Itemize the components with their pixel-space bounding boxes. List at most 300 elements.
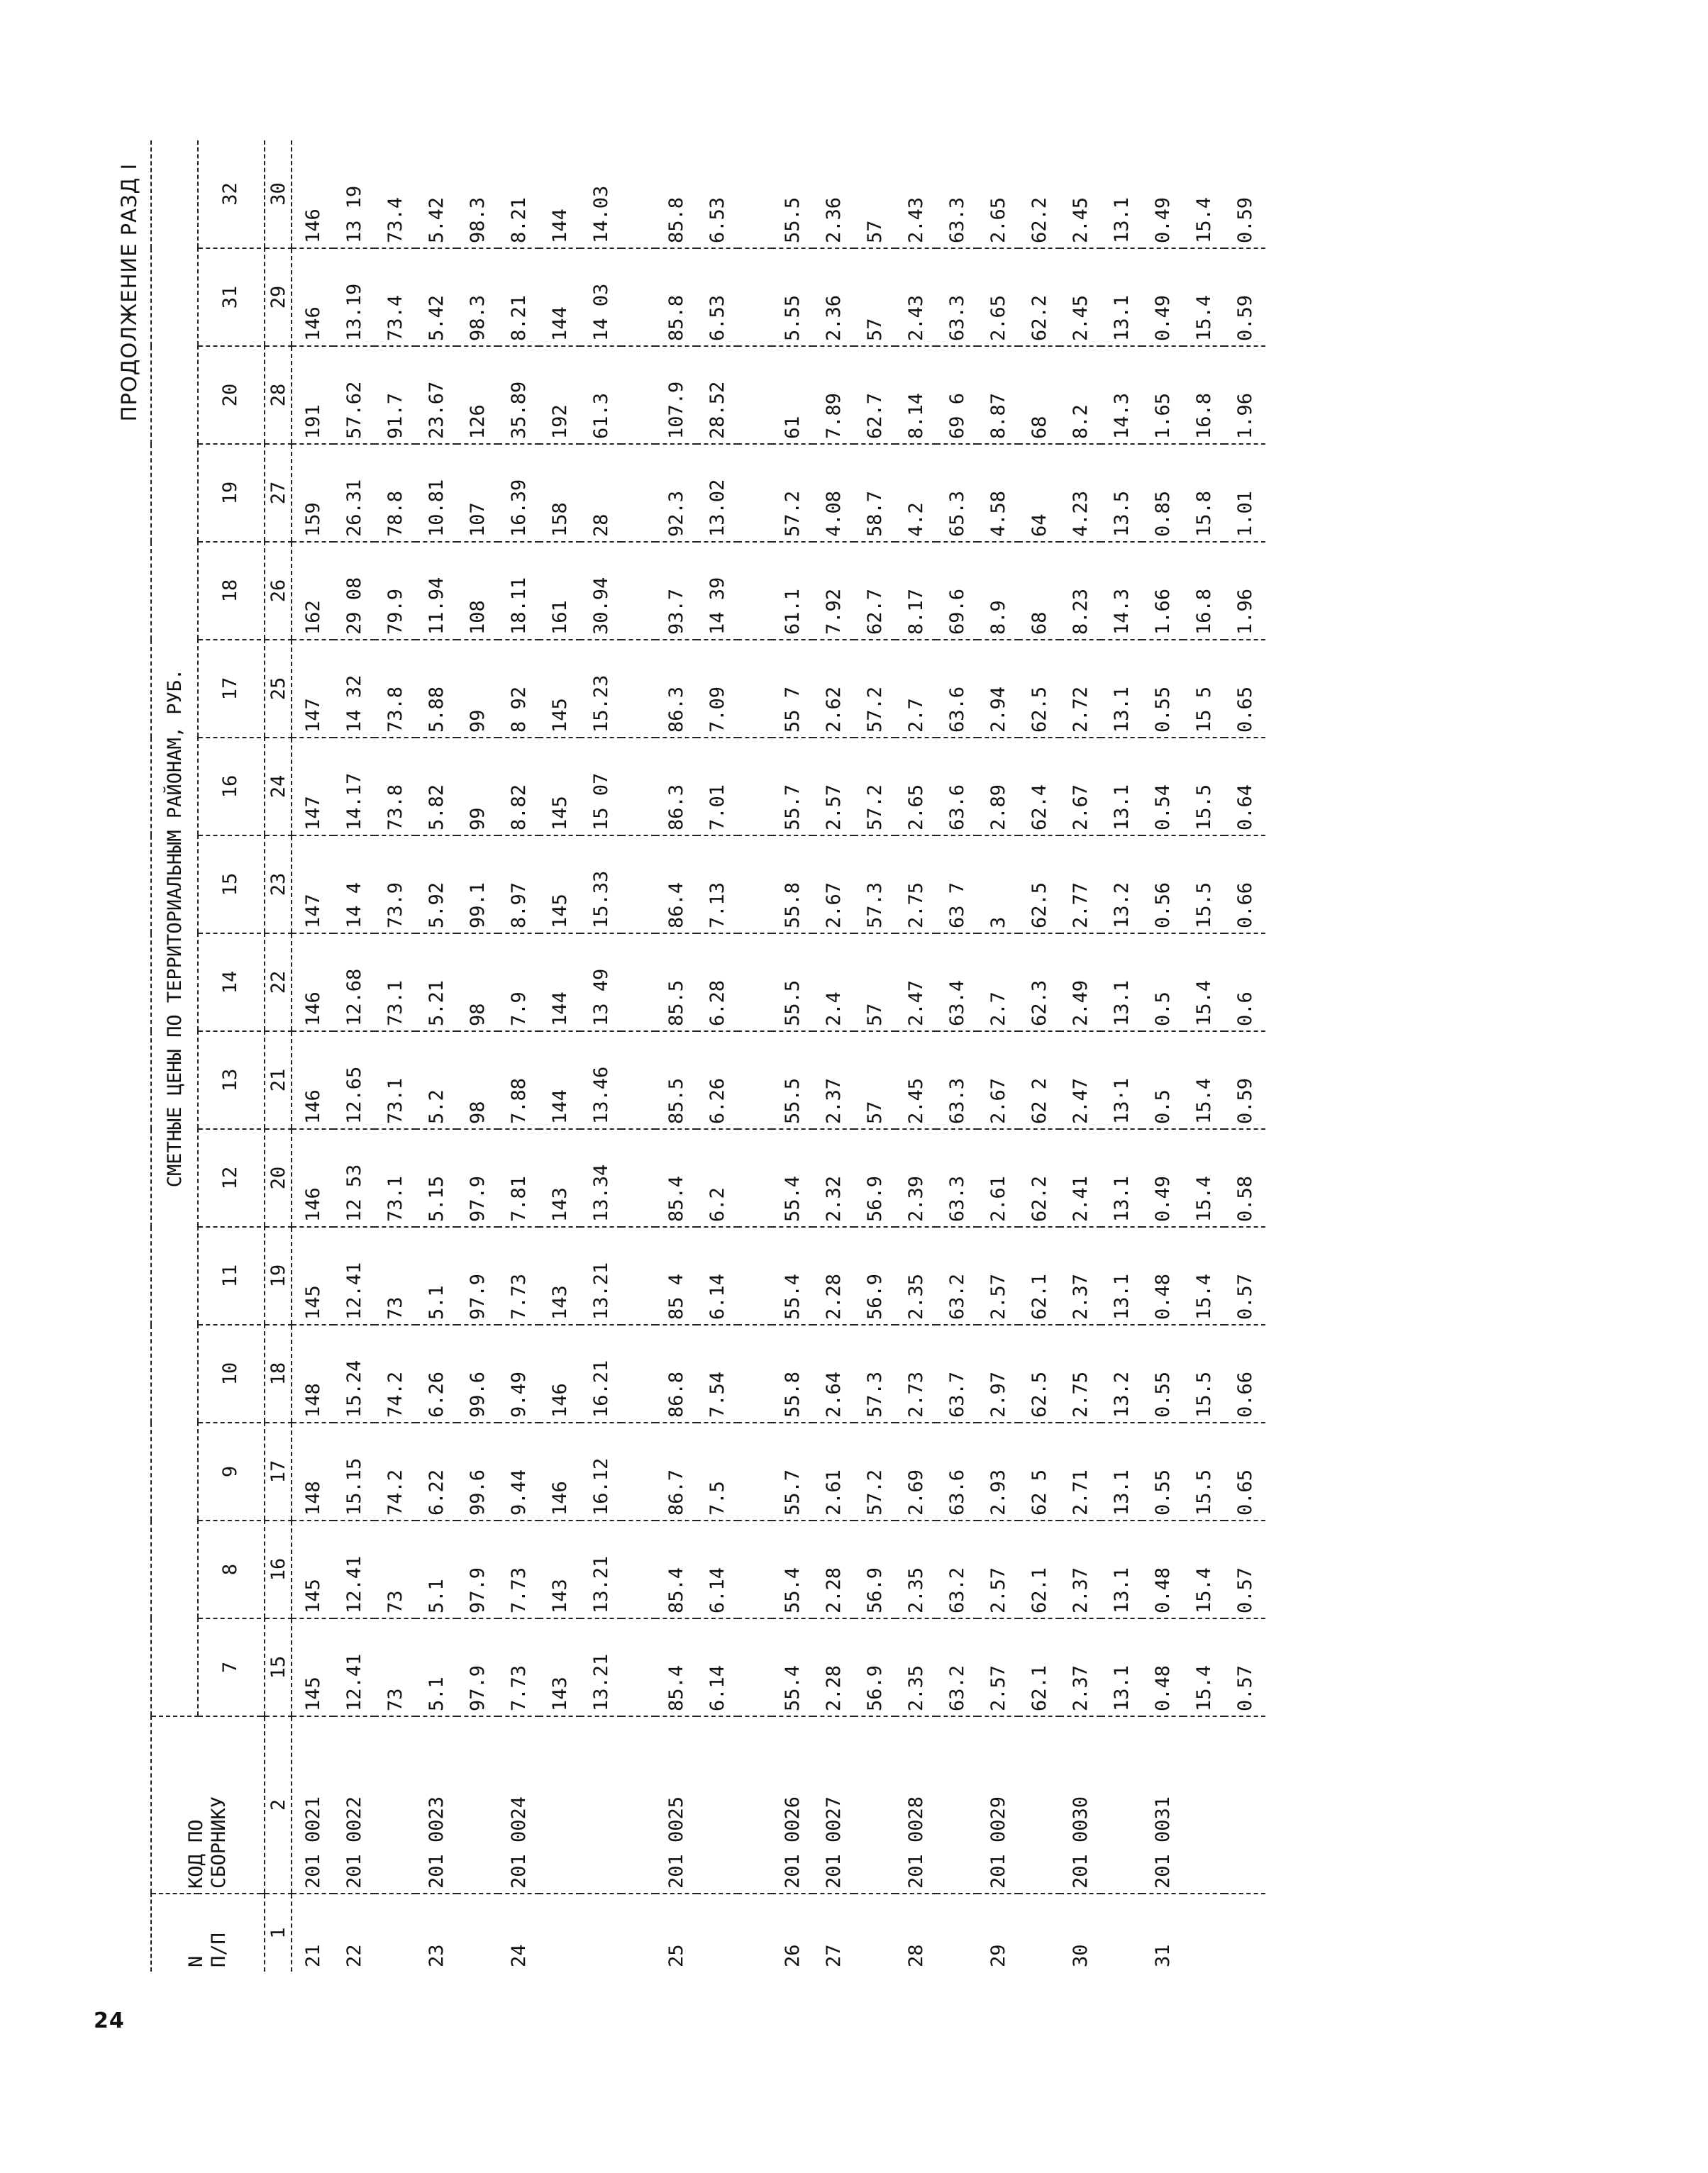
price-cell: 5.1 [416, 1618, 457, 1716]
price-cell: 63.6 [936, 738, 977, 835]
price-cell: 0.5 [1142, 1031, 1183, 1129]
price-cell: 74.2 [375, 1423, 416, 1521]
header-num [151, 1894, 265, 1972]
price-cell: 85.4 [655, 1129, 697, 1227]
price-cell: 97.9 [457, 1521, 498, 1618]
price-cell: 85.5 [655, 1031, 697, 1129]
price-cell: 0.58 [1224, 1129, 1265, 1227]
price-cell: 7.88 [498, 1031, 539, 1129]
price-cell: 99 [457, 738, 498, 835]
price-table [150, 140, 1265, 1972]
price-cell: 145 [292, 1227, 333, 1325]
price-cell: 2.65 [977, 140, 1019, 248]
price-cell: 147 [292, 738, 333, 835]
price-cell: 73.1 [375, 933, 416, 1031]
price-cell: 15.8 [1183, 444, 1224, 542]
price-cell: 2.94 [977, 640, 1019, 738]
row-number [1224, 1894, 1265, 1972]
row-number: 22 [343, 1944, 365, 1967]
table-row [977, 140, 1019, 1972]
column-index: 11 [198, 1227, 261, 1325]
price-cell: 55.4 [772, 1227, 813, 1325]
price-cell: 56.9 [854, 1521, 895, 1618]
column-number: 16 [265, 1521, 292, 1618]
price-cell: 5.21 [416, 933, 457, 1031]
price-cell: 86.8 [655, 1325, 697, 1423]
price-cell: 8 92 [498, 640, 539, 738]
price-cell: 13.2 [1101, 1325, 1142, 1423]
price-cell: 55.7 [772, 1423, 813, 1521]
price-cell: 2.75 [895, 835, 936, 933]
price-cell: 23.67 [416, 346, 457, 444]
price-cell: 29 08 [333, 542, 375, 640]
price-cell: 2.35 [895, 1521, 936, 1618]
price-cell: 15.33 [580, 835, 621, 933]
price-cell: 13.1 [1101, 1129, 1142, 1227]
row-number: 24 [507, 1944, 530, 1967]
price-cell: 6.14 [697, 1618, 738, 1716]
row-code [854, 1716, 895, 1894]
column-number: 30 [265, 140, 292, 248]
price-cell: 1.96 [1224, 542, 1265, 640]
column-index: 9 [198, 1423, 261, 1521]
price-cell: 2.61 [813, 1423, 854, 1521]
price-cell: 12.68 [333, 933, 375, 1031]
price-cell: 2.39 [895, 1129, 936, 1227]
price-cell: 4.23 [1060, 444, 1101, 542]
price-cell: 8.14 [895, 346, 936, 444]
price-cell: 6.14 [697, 1227, 738, 1325]
price-cell: 144 [539, 933, 580, 1031]
table-row [895, 140, 936, 1972]
table-row [416, 140, 457, 1972]
price-cell: 63.6 [936, 640, 977, 738]
price-cell: 0.59 [1224, 140, 1265, 248]
price-cell: 8.2 [1060, 346, 1101, 444]
table-row [1142, 140, 1183, 1972]
price-cell: 143 [539, 1521, 580, 1618]
price-cell: 2.37 [1060, 1521, 1101, 1618]
price-cell: 4.58 [977, 444, 1019, 542]
price-cell: 57 [854, 248, 895, 346]
price-cell: 64 [1019, 444, 1060, 542]
price-cell: 7.9 [498, 933, 539, 1031]
price-cell: 57.2 [854, 738, 895, 835]
header-code [151, 1716, 265, 1894]
row-code: 201 0028 [895, 1716, 936, 1894]
price-cell: 146 [292, 248, 333, 346]
price-cell: 93.7 [655, 542, 697, 640]
price-cell: 0.48 [1142, 1227, 1183, 1325]
column-index: 13 [198, 1031, 261, 1129]
table-row [1060, 140, 1101, 1972]
price-cell: 13.34 [580, 1129, 621, 1227]
price-cell: 1.01 [1224, 444, 1265, 542]
price-cell: 16.21 [580, 1325, 621, 1423]
price-cell: 13.1 [1101, 140, 1142, 248]
row-code [539, 1716, 580, 1894]
price-cell: 6.22 [416, 1423, 457, 1521]
price-cell: 0.55 [1142, 1423, 1183, 1521]
price-cell: 73.8 [375, 738, 416, 835]
price-cell: 6.2 [697, 1129, 738, 1227]
price-cell: 16.39 [498, 444, 539, 542]
price-cell: 55.4 [772, 1129, 813, 1227]
price-cell: 2.97 [977, 1325, 1019, 1423]
row-number: 31 [1151, 1944, 1174, 1967]
price-cell: 13.21 [580, 1618, 621, 1716]
price-cell: 2.72 [1060, 640, 1101, 738]
price-cell: 63.3 [936, 248, 977, 346]
price-cell: 13.21 [580, 1521, 621, 1618]
price-cell: 92.3 [655, 444, 697, 542]
price-cell: 73.1 [375, 1031, 416, 1129]
price-cell: 2.36 [813, 140, 854, 248]
price-cell: 2.37 [813, 1031, 854, 1129]
header-group-title: СМЕТНЫЕ ЦЕНЫ ПО ТЕРРИТОРИАЛЬНЫМ РАЙОНАМ, РУБ. [163, 668, 186, 1188]
price-cell: 7.73 [498, 1227, 539, 1325]
price-cell: 57.2 [854, 1423, 895, 1521]
price-cell: 86.3 [655, 738, 697, 835]
price-cell: 10.81 [416, 444, 457, 542]
price-cell: 14.17 [333, 738, 375, 835]
table-row [813, 140, 854, 1972]
price-cell: 2.57 [813, 738, 854, 835]
price-cell: 14 39 [697, 542, 738, 640]
price-cell: 28.52 [697, 346, 738, 444]
column-number: 27 [265, 444, 292, 542]
price-cell: 146 [292, 1129, 333, 1227]
header-num-label: N П/П [185, 1933, 230, 1967]
column-number: 23 [265, 835, 292, 933]
row-number: 26 [781, 1944, 804, 1967]
price-cell: 55.4 [772, 1618, 813, 1716]
price-cell: 57.2 [772, 444, 813, 542]
price-cell: 68 [1019, 542, 1060, 640]
price-cell: 144 [539, 248, 580, 346]
price-cell: 85.8 [655, 248, 697, 346]
price-cell: 148 [292, 1325, 333, 1423]
price-cell: 85.4 [655, 1521, 697, 1618]
price-cell: 15.4 [1183, 1031, 1224, 1129]
price-cell: 2.47 [895, 933, 936, 1031]
row-code: 201 0024 [498, 1716, 539, 1894]
column-index: 32 [198, 140, 261, 248]
table-row [854, 140, 895, 1972]
price-cell: 62.5 [1019, 640, 1060, 738]
price-cell: 2.89 [977, 738, 1019, 835]
price-cell: 2.28 [813, 1227, 854, 1325]
header-row-column-numbers [265, 140, 292, 1972]
price-cell: 148 [292, 1423, 333, 1521]
price-cell: 1.65 [1142, 346, 1183, 444]
price-cell: 6.26 [416, 1325, 457, 1423]
price-cell: 14.3 [1101, 346, 1142, 444]
price-cell: 15.5 [1183, 738, 1224, 835]
price-cell: 61 [772, 346, 813, 444]
price-cell: 5.42 [416, 140, 457, 248]
price-cell: 73 [375, 1521, 416, 1618]
column-index: 17 [198, 640, 261, 738]
row-number [375, 1894, 416, 1972]
price-cell: 62.4 [1019, 738, 1060, 835]
price-cell: 57.3 [854, 835, 895, 933]
price-cell: 4.2 [895, 444, 936, 542]
table-header [151, 140, 292, 1972]
section-title: ПРОДОЛЖЕНИЕ РАЗД I [117, 163, 141, 422]
price-cell: 6.53 [697, 248, 738, 346]
price-cell: 2.7 [977, 933, 1019, 1031]
price-cell: 85.8 [655, 140, 697, 248]
row-code: 201 0027 [813, 1716, 854, 1894]
price-cell: 7.09 [697, 640, 738, 738]
price-cell: 2.61 [977, 1129, 1019, 1227]
price-cell: 63.7 [936, 1325, 977, 1423]
price-cell: 98 [457, 1031, 498, 1129]
price-cell: 5.15 [416, 1129, 457, 1227]
price-cell: 97.9 [457, 1618, 498, 1716]
row-code [1224, 1716, 1265, 1894]
price-cell: 55.4 [772, 1521, 813, 1618]
price-cell: 0.57 [1224, 1227, 1265, 1325]
price-cell: 73.1 [375, 1129, 416, 1227]
price-cell: 143 [539, 1618, 580, 1716]
price-cell: 6.53 [697, 140, 738, 248]
row-code [1019, 1716, 1060, 1894]
price-cell: 107.9 [655, 346, 697, 444]
price-cell: 73.4 [375, 140, 416, 248]
column-index: 19 [198, 444, 261, 542]
price-cell: 15.4 [1183, 140, 1224, 248]
price-cell: 13.19 [333, 248, 375, 346]
row-code: 201 0026 [772, 1716, 813, 1894]
price-cell: 146 [539, 1423, 580, 1521]
price-cell: 2.45 [1060, 140, 1101, 248]
price-cell: 13.1 [1101, 1618, 1142, 1716]
column-number: 24 [265, 738, 292, 835]
price-cell: 2.62 [813, 640, 854, 738]
price-cell: 99 [457, 640, 498, 738]
price-cell: 57 [854, 140, 895, 248]
price-cell: 0.48 [1142, 1521, 1183, 1618]
price-cell: 97.9 [457, 1227, 498, 1325]
price-cell: 56.9 [854, 1618, 895, 1716]
price-cell: 57.62 [333, 346, 375, 444]
price-cell: 0.59 [1224, 248, 1265, 346]
price-cell: 2.41 [1060, 1129, 1101, 1227]
price-cell: 2.49 [1060, 933, 1101, 1031]
price-cell: 13 19 [333, 140, 375, 248]
row-code: 201 0025 [655, 1716, 697, 1894]
column-number: 25 [265, 640, 292, 738]
price-cell: 63.3 [936, 1129, 977, 1227]
price-cell: 13·1 [1101, 1031, 1142, 1129]
price-cell: 2.67 [977, 1031, 1019, 1129]
price-cell: 192 [539, 346, 580, 444]
price-cell: 2.45 [895, 1031, 936, 1129]
price-cell: 16.8 [1183, 346, 1224, 444]
price-cell: 63.6 [936, 1423, 977, 1521]
column-index: 20 [198, 346, 261, 444]
price-cell: 55 7 [772, 640, 813, 738]
price-cell: 0.56 [1142, 835, 1183, 933]
column-number: 28 [265, 346, 292, 444]
price-cell: 7.89 [813, 346, 854, 444]
price-cell: 98 [457, 933, 498, 1031]
price-cell: 73 [375, 1227, 416, 1325]
row-code [697, 1716, 738, 1894]
price-cell: 7.5 [697, 1423, 738, 1521]
price-cell: 11.94 [416, 542, 457, 640]
column-index: 14 [198, 933, 261, 1031]
spacer-row [738, 140, 772, 1972]
column-number: 22 [265, 933, 292, 1031]
price-cell: 146 [539, 1325, 580, 1423]
price-cell: 79.9 [375, 542, 416, 640]
price-cell: 0.85 [1142, 444, 1183, 542]
price-cell: 7.73 [498, 1521, 539, 1618]
row-number: 30 [1069, 1944, 1092, 1967]
price-cell: 65.3 [936, 444, 977, 542]
price-cell: 13.1 [1101, 738, 1142, 835]
price-cell: 8.97 [498, 835, 539, 933]
price-cell: 15 07 [580, 738, 621, 835]
price-cell: 144 [539, 140, 580, 248]
header-row-column-indices [198, 140, 261, 1972]
price-cell: 15.5 [1183, 1325, 1224, 1423]
price-cell: 73.9 [375, 835, 416, 933]
price-cell: 8.87 [977, 346, 1019, 444]
price-cell: 2.47 [1060, 1031, 1101, 1129]
row-code [1183, 1716, 1224, 1894]
price-cell: 159 [292, 444, 333, 542]
price-cell: 73.8 [375, 640, 416, 738]
price-cell: 68 [1019, 346, 1060, 444]
row-code: 201 0023 [416, 1716, 457, 1894]
price-cell: 63.2 [936, 1618, 977, 1716]
price-cell: 13.1 [1101, 640, 1142, 738]
price-cell: 158 [539, 444, 580, 542]
column-index: 10 [198, 1325, 261, 1423]
price-cell: 2.67 [813, 835, 854, 933]
price-cell: 35.89 [498, 346, 539, 444]
column-index: 18 [198, 542, 261, 640]
row-number [457, 1894, 498, 1972]
price-cell: 5.55 [772, 248, 813, 346]
price-cell: 57 [854, 933, 895, 1031]
price-cell: 28 [580, 444, 621, 542]
price-cell: 146 [292, 933, 333, 1031]
price-cell: 0.6 [1224, 933, 1265, 1031]
price-cell: 16.8 [1183, 542, 1224, 640]
price-cell: 55.7 [772, 738, 813, 835]
price-cell: 5.1 [416, 1521, 457, 1618]
price-cell: 15.5 [1183, 1423, 1224, 1521]
price-cell: 7.54 [697, 1325, 738, 1423]
price-cell: 18.11 [498, 542, 539, 640]
price-cell: 0.48 [1142, 1618, 1183, 1716]
price-cell: 2.64 [813, 1325, 854, 1423]
price-cell: 2.67 [1060, 738, 1101, 835]
price-cell: 63.2 [936, 1227, 977, 1325]
price-cell: 15.4 [1183, 248, 1224, 346]
header-row-group [151, 140, 198, 1972]
price-cell: 57.3 [854, 1325, 895, 1423]
price-cell: 143 [539, 1227, 580, 1325]
row-number: 27 [822, 1944, 845, 1967]
price-cell: 2.28 [813, 1618, 854, 1716]
row-number [1183, 1894, 1224, 1972]
table-row [498, 140, 539, 1972]
price-cell: 146 [292, 140, 333, 248]
price-cell: 8.21 [498, 248, 539, 346]
rotated-page-content [113, 142, 1603, 1972]
price-cell: 14.03 [580, 140, 621, 248]
table-row [655, 140, 697, 1972]
price-cell: 58.7 [854, 444, 895, 542]
price-cell: 0.5 [1142, 933, 1183, 1031]
row-code [457, 1716, 498, 1894]
row-code [936, 1716, 977, 1894]
price-cell: 14 4 [333, 835, 375, 933]
price-cell: 2.65 [895, 738, 936, 835]
row-number [1019, 1894, 1060, 1972]
price-cell: 85.5 [655, 933, 697, 1031]
price-cell: 63.3 [936, 140, 977, 248]
price-cell: 62 5 [1019, 1423, 1060, 1521]
price-cell: 2.65 [977, 248, 1019, 346]
price-cell: 62.3 [1019, 933, 1060, 1031]
column-number: 2 [265, 1716, 292, 1894]
price-cell: 13.1 [1101, 1227, 1142, 1325]
price-cell: 12.41 [333, 1618, 375, 1716]
column-index: 16 [198, 738, 261, 835]
price-cell: 12.41 [333, 1227, 375, 1325]
price-cell: 13.2 [1101, 835, 1142, 933]
price-cell: 145 [539, 640, 580, 738]
row-code: 201 0030 [1060, 1716, 1101, 1894]
price-cell: 145 [292, 1521, 333, 1618]
price-cell: 13.46 [580, 1031, 621, 1129]
price-cell: 13.02 [697, 444, 738, 542]
row-code [375, 1716, 416, 1894]
price-cell: 7.13 [697, 835, 738, 933]
price-cell: 7.81 [498, 1129, 539, 1227]
price-cell: 6.28 [697, 933, 738, 1031]
table-body [292, 140, 1265, 1972]
price-cell: 62.1 [1019, 1521, 1060, 1618]
price-cell: 12.65 [333, 1031, 375, 1129]
price-cell: 14 32 [333, 640, 375, 738]
row-number: 23 [425, 1944, 448, 1967]
price-cell: 85.4 [655, 1618, 697, 1716]
price-cell: 3 [977, 835, 1019, 933]
price-cell: 99.6 [457, 1325, 498, 1423]
price-cell: 2.43 [895, 248, 936, 346]
price-cell: 2.69 [895, 1423, 936, 1521]
row-number [697, 1894, 738, 1972]
row-number [936, 1894, 977, 1972]
price-cell: 13.1 [1101, 248, 1142, 346]
price-cell: 62.2 [1019, 1129, 1060, 1227]
price-cell: 78.8 [375, 444, 416, 542]
price-cell: 15.4 [1183, 1521, 1224, 1618]
column-number: 21 [265, 1031, 292, 1129]
price-cell: 98.3 [457, 248, 498, 346]
price-cell: 144 [539, 1031, 580, 1129]
table-row [457, 140, 498, 1972]
price-cell: 0.49 [1142, 140, 1183, 248]
